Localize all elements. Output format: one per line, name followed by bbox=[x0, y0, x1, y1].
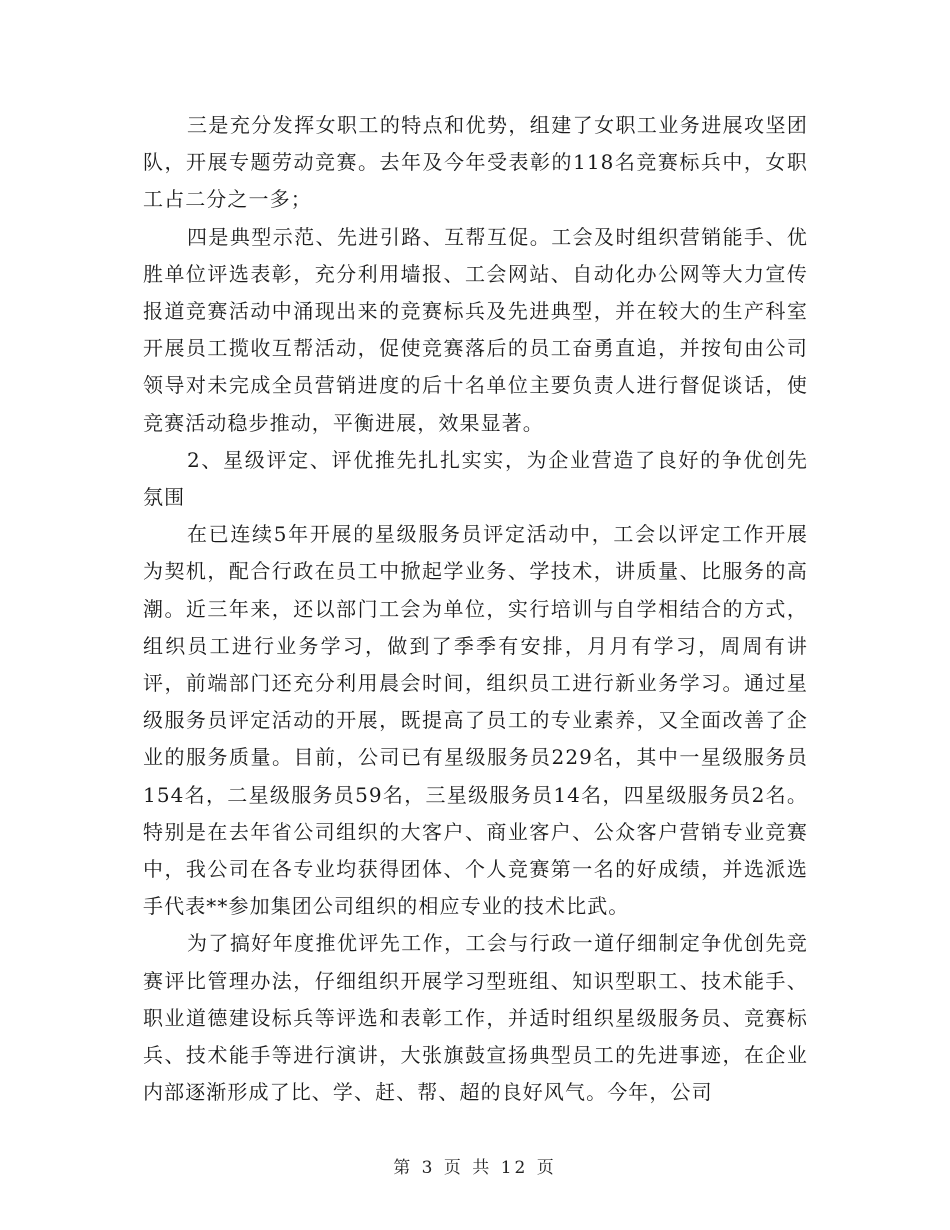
document-body bbox=[143, 107, 808, 1111]
paragraph-star-service: 在已连续5年开展的星级服务员评定活动中，工会以评定工作开展为契机，配合行政在员工中掀起学业务、学技术，讲质量、比服务的高潮。近三年来，还以部门工会为单位，实行培训与自学相结合的方式，组织员工进行业务学习，做到了季季有安排，月月有学习，周周有讲评，前端部门还充分利用晨会时间，组织员工进行新业务学习。通过星级服务员评定活动的开展，既提高了员工的专业素养，又全面改善了企业的服务质量。目前，公司已有星级服务员229名，其中一星级服务员154名，二星级服务员59名，三星级服务员14名，四星级服务员2名。特别是在去年省公司组织的大客户、商业客户、公众客户营销专业竞赛中，我公司在各专业均获得团体、个人竞赛第一名的好成绩，并选派选手代表**参加集团公司组织的相应专业的技术比武。 bbox=[143, 522, 808, 919]
paragraph-model-demonstration: 四是典型示范、先进引路、互帮互促。工会及时组织营销能手、优胜单位评选表彰，充分利用墙报、工会网站、自动化办公网等大力宣传报道竞赛活动中涌现出来的竞赛标兵及先进典型，并在较大的生产科室开展员工揽收互帮活动，促使竞赛落后的员工奋勇直追，并按旬由公司领导对未完成全员营销进度的后十名单位主要负责人进行督促谈话，使竞赛活动稳步推动，平衡进展，效果显著。 bbox=[143, 224, 808, 435]
page-number-footer: 第 3 页 共 12 页 bbox=[393, 1158, 557, 1178]
paragraph-annual-awards: 为了搞好年度推优评先工作，工会与行政一道仔细制定争优创先竞赛评比管理办法，仔细组织开展学习型班组、知识型职工、技术能手、职业道德建设标兵等评选和表彰工作，并适时组织星级服务员、竞赛标兵、技术能手等进行演讲，大张旗鼓宣扬典型员工的先进事迹，在企业内部逐渐形成了比、学、赶、帮、超的良好风气。今年，公司 bbox=[143, 931, 808, 1105]
paragraph-female-workers: 三是充分发挥女职工的特点和优势，组建了女职工业务进展攻坚团队，开展专题劳动竞赛。去年及今年受表彰的118名竞赛标兵中，女职工占二分之一多； bbox=[143, 113, 808, 212]
section-heading-star-rating: 2、星级评定、评优推先扎扎实实，为企业营造了良好的争优创先氛围 bbox=[143, 447, 808, 510]
